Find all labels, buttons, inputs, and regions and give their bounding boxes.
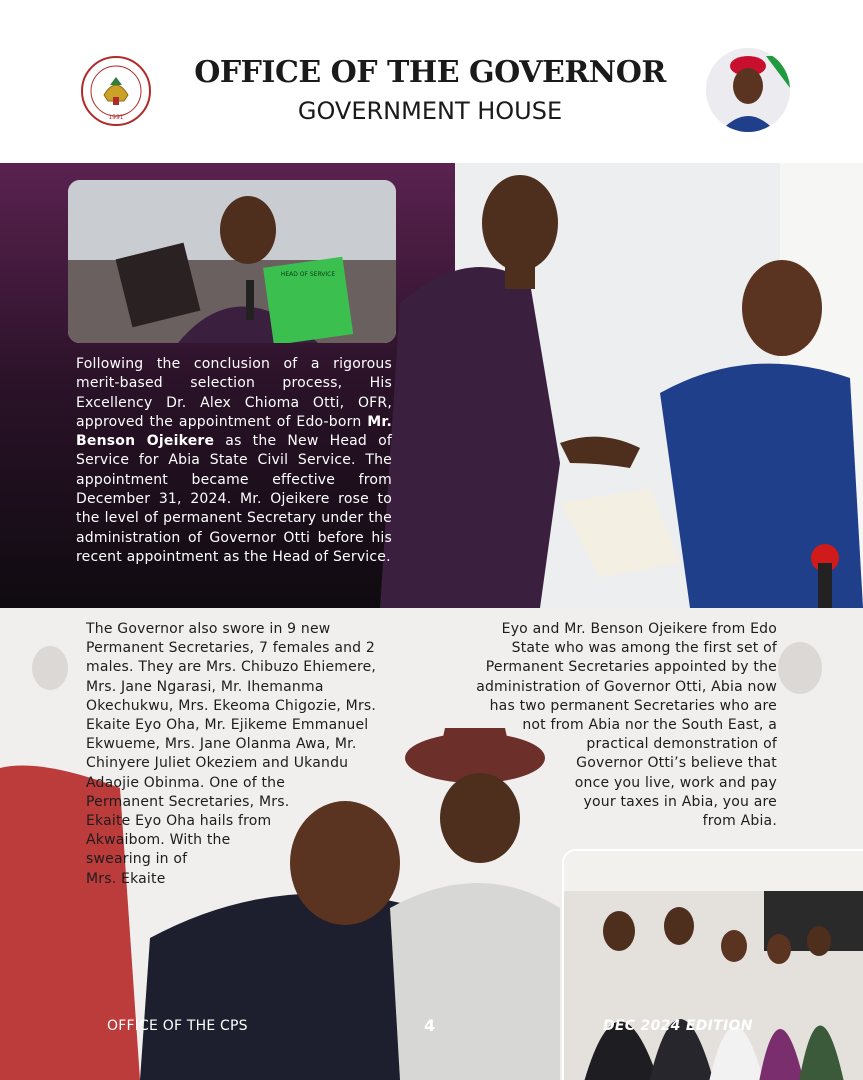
- body-left-line: Permanent Secretaries, 7 females and 2: [86, 640, 376, 657]
- page-footer: [0, 1008, 863, 1046]
- body-left-line: Akwaibom. With the: [86, 832, 231, 849]
- body-right-line: your taxes in Abia, you are: [583, 793, 777, 810]
- page-subtitle: GOVERNMENT HOUSE: [297, 97, 563, 125]
- hero-section: [0, 163, 863, 608]
- page-header: [0, 0, 863, 163]
- body-right-line: Eyo and Mr. Benson Ojeikere from Edo: [501, 621, 777, 637]
- body-left-line: Mrs. Jane Ngarasi, Mr. Ihemanma: [86, 678, 324, 695]
- hero-paragraph-rest: as the New Head of Service for Abia State Civil Service. The appointment became effective from December 31, 2024. Mr. Ojeikere rose to the level of permanent Secretary under the administration of Governor Otti before his recent appointment as the Head of Service.: [76, 433, 392, 565]
- body-right-line: once you live, work and pay: [574, 774, 777, 791]
- svg-text:HEAD OF SERVICE: HEAD OF SERVICE: [280, 271, 336, 278]
- body-left-line: Mrs. Ekaite: [86, 870, 166, 887]
- governor-portrait-avatar: [706, 48, 790, 132]
- body-right-line: administration of Governor Otti, Abia now: [476, 678, 777, 695]
- body-left-line: Ekaite Eyo Oha, Mr. Ejikeme Emmanuel: [86, 717, 369, 734]
- hero-paragraph: [76, 355, 392, 567]
- body-right-line: has two permanent Secretaries who are: [489, 697, 777, 714]
- body-column-right: [441, 620, 777, 831]
- body-column-left: [86, 620, 420, 889]
- page-title: OFFICE OF THE GOVERNOR: [194, 55, 666, 90]
- inset-photo-head-of-service: [68, 180, 396, 343]
- hero-paragraph-highlight: Mr. Benson Ojeikere: [76, 413, 392, 450]
- body-left-line: males. They are Mrs. Chibuzo Ehiemere,: [86, 659, 377, 676]
- body-left-line: Permanent Secretaries, Mrs.: [86, 793, 290, 810]
- svg-text:1991: 1991: [108, 114, 124, 121]
- body-left-line: swearing in of: [86, 851, 188, 868]
- body-left-line: The Governor also swore in 9 new: [86, 621, 331, 637]
- body-left-line: Ekwueme, Mrs. Jane Olanma Awa, Mr.: [86, 736, 357, 753]
- abia-state-seal-logo: [80, 55, 152, 127]
- body-right-line: not from Abia nor the South East, a: [522, 717, 777, 734]
- body-right-line: State who was among the first set of: [511, 640, 777, 657]
- body-right-line: Permanent Secretaries appointed by the: [485, 659, 777, 676]
- body-left-line: Adaojie Obinma. One of the: [86, 774, 286, 791]
- hero-paragraph-intro: Following the conclusion of a rigorous merit-based selection process, His Excellency Dr. Alex Chioma Otti, OFR, approved the appointment of Edo-born: [76, 356, 392, 430]
- body-left-line: Chinyere Juliet Okeziem and Ukandu: [86, 755, 349, 772]
- body-right-line: practical demonstration of: [586, 736, 777, 753]
- body-right-line: from Abia.: [702, 813, 777, 830]
- body-left-line: Ekaite Eyo Oha hails from: [86, 813, 272, 830]
- body-right-line: Governor Otti’s believe that: [576, 755, 777, 772]
- page-number: 4: [424, 1016, 436, 1035]
- body-left-line: Okechukwu, Mrs. Ekeoma Chigozie, Mrs.: [86, 697, 377, 714]
- footer-edition-label: DEC 2024 EDITION: [603, 1018, 753, 1034]
- footer-office-label: OFFICE OF THE CPS: [107, 1018, 248, 1034]
